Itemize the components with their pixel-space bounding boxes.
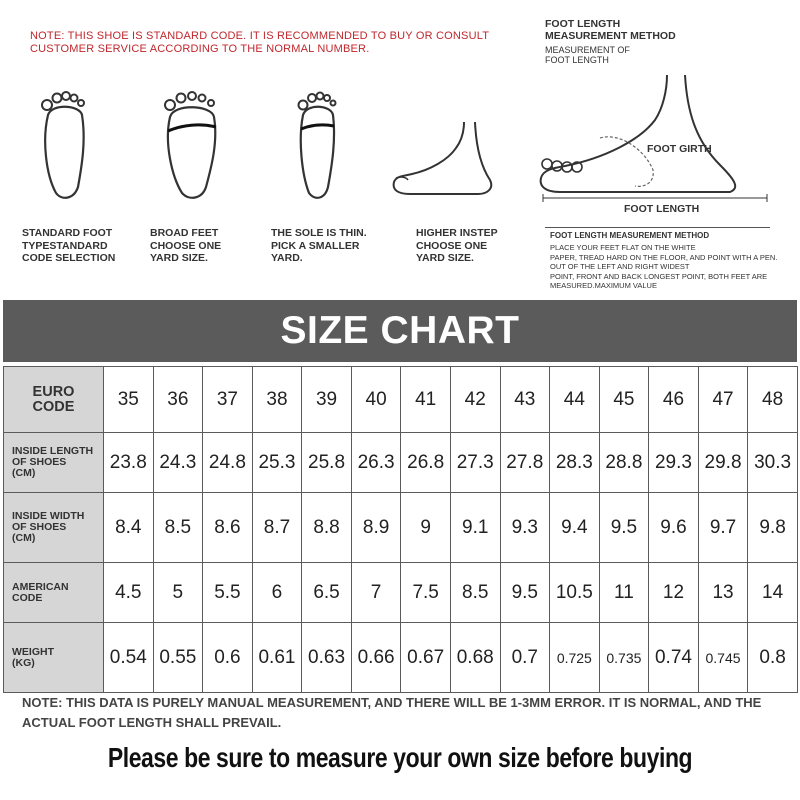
american-code-row — [4, 563, 798, 623]
inside-length-cell: 28.8 — [599, 433, 649, 493]
foot-measurement-icon — [535, 70, 780, 210]
weight-cell: 0.68 — [450, 623, 500, 693]
inside-width-cell: 8.8 — [302, 493, 352, 563]
weight-cell: 0.725 — [550, 623, 600, 693]
method2-instructions: PLACE YOUR FEET FLAT ON THE WHITE PAPER, TREAD HARD ON THE FLOOR, AND POINT WITH A PEN. OUT OF THE LEFT AND RIGHT WIDEST POINT, FRONT AND BACK LONGEST POINT, BOTH FEET ARE MEASURED.MAXIMUM VALUE — [550, 243, 778, 290]
inside-width-cell: 9.6 — [649, 493, 699, 563]
thin-sole-caption: THE SOLE IS THIN. PICK A SMALLER YARD. — [271, 227, 367, 264]
top-note: NOTE: THIS SHOE IS STANDARD CODE. IT IS RECOMMENDED TO BUY OR CONSULT CUSTOMER SERVICE ACCORDING TO THE NORMAL NUMBER. — [30, 30, 489, 55]
weight-cell: 0.745 — [698, 623, 748, 693]
inside-width-cell: 9.7 — [698, 493, 748, 563]
weight-cell: 0.74 — [649, 623, 699, 693]
inside-width-cell: 9 — [401, 493, 451, 563]
american-code-cell: 13 — [698, 563, 748, 623]
weight-cell: 0.61 — [252, 623, 302, 693]
inside-length-cell: 23.8 — [104, 433, 154, 493]
euro-code-row — [4, 367, 798, 433]
inside-width-cell: 8.9 — [351, 493, 401, 563]
inside-width-cell: 9.8 — [748, 493, 798, 563]
foot-length-label: FOOT LENGTH — [624, 203, 700, 215]
inside-width-cell: 8.7 — [252, 493, 302, 563]
standard-foot-icon — [38, 85, 88, 200]
weight-cell: 0.66 — [351, 623, 401, 693]
euro-code-cell: 44 — [550, 367, 600, 433]
weight-cell: 0.735 — [599, 623, 649, 693]
inside-width-label: INSIDE WIDTH OF SHOES (CM) — [4, 493, 104, 563]
inside-width-cell: 9.4 — [550, 493, 600, 563]
inside-width-row — [4, 493, 798, 563]
euro-code-cell: 43 — [500, 367, 550, 433]
euro-code-cell: 39 — [302, 367, 352, 433]
euro-code-cell: 41 — [401, 367, 451, 433]
american-code-cell: 9.5 — [500, 563, 550, 623]
euro-code-label: EURO CODE — [4, 367, 104, 433]
weight-cell: 0.55 — [153, 623, 203, 693]
euro-code-cell: 37 — [203, 367, 253, 433]
american-code-cell: 6.5 — [302, 563, 352, 623]
inside-length-cell: 27.3 — [450, 433, 500, 493]
weight-row — [4, 623, 798, 693]
measure-reminder: Please be sure to measure your own size before buying — [107, 742, 693, 773]
size-table — [3, 366, 798, 693]
method2-title: FOOT LENGTH MEASUREMENT METHOD — [550, 231, 710, 240]
american-code-cell: 4.5 — [104, 563, 154, 623]
inside-width-cell: 9.3 — [500, 493, 550, 563]
inside-width-cell: 9.5 — [599, 493, 649, 563]
inside-length-row — [4, 433, 798, 493]
euro-code-cell: 42 — [450, 367, 500, 433]
weight-cell: 0.54 — [104, 623, 154, 693]
inside-length-cell: 26.8 — [401, 433, 451, 493]
euro-code-cell: 45 — [599, 367, 649, 433]
weight-cell: 0.8 — [748, 623, 798, 693]
inside-length-cell: 29.3 — [649, 433, 699, 493]
method-subtitle: MEASUREMENT OF FOOT LENGTH — [545, 45, 630, 65]
euro-code-cell: 36 — [153, 367, 203, 433]
inside-length-cell: 25.8 — [302, 433, 352, 493]
inside-length-cell: 24.3 — [153, 433, 203, 493]
high-instep-foot-icon — [390, 120, 500, 200]
american-code-cell: 12 — [649, 563, 699, 623]
inside-length-cell: 30.3 — [748, 433, 798, 493]
inside-length-cell: 24.8 — [203, 433, 253, 493]
euro-code-cell: 35 — [104, 367, 154, 433]
inside-length-cell: 28.3 — [550, 433, 600, 493]
inside-length-label: INSIDE LENGTH OF SHOES (CM) — [4, 433, 104, 493]
bottom-note: NOTE: THIS DATA IS PURELY MANUAL MEASUREMENT, AND THERE WILL BE 1-3MM ERROR. IT IS NORMAL, AND THE ACTUAL FOOT LENGTH SHALL PREVAIL. — [22, 695, 762, 730]
weight-cell: 0.6 — [203, 623, 253, 693]
euro-code-cell: 40 — [351, 367, 401, 433]
inside-width-cell: 8.4 — [104, 493, 154, 563]
euro-code-cell: 38 — [252, 367, 302, 433]
american-code-cell: 7.5 — [401, 563, 451, 623]
inside-length-cell: 25.3 — [252, 433, 302, 493]
standard-foot-caption: STANDARD FOOT TYPESTANDARD CODE SELECTION — [22, 227, 116, 264]
american-code-cell: 8.5 — [450, 563, 500, 623]
euro-code-cell: 46 — [649, 367, 699, 433]
euro-code-cell: 48 — [748, 367, 798, 433]
american-code-cell: 11 — [599, 563, 649, 623]
weight-cell: 0.67 — [401, 623, 451, 693]
american-code-cell: 10.5 — [550, 563, 600, 623]
american-code-label: AMERICAN CODE — [4, 563, 104, 623]
american-code-cell: 5 — [153, 563, 203, 623]
method-title: FOOT LENGTH MEASUREMENT METHOD — [545, 18, 676, 42]
american-code-cell: 7 — [351, 563, 401, 623]
american-code-cell: 14 — [748, 563, 798, 623]
foot-girth-label: FOOT GIRTH — [647, 143, 712, 155]
weight-label: WEIGHT (KG) — [4, 623, 104, 693]
inside-length-cell: 26.3 — [351, 433, 401, 493]
inside-width-cell: 9.1 — [450, 493, 500, 563]
inside-width-cell: 8.6 — [203, 493, 253, 563]
inside-length-cell: 27.8 — [500, 433, 550, 493]
american-code-cell: 5.5 — [203, 563, 253, 623]
higher-instep-caption: HIGHER INSTEP CHOOSE ONE YARD SIZE. — [416, 227, 498, 264]
weight-cell: 0.63 — [302, 623, 352, 693]
american-code-cell: 6 — [252, 563, 302, 623]
size-chart-banner: SIZE CHART — [3, 300, 797, 362]
euro-code-cell: 47 — [698, 367, 748, 433]
broad-feet-caption: BROAD FEET CHOOSE ONE YARD SIZE. — [150, 227, 222, 264]
inside-width-cell: 8.5 — [153, 493, 203, 563]
thin-sole-foot-icon — [295, 85, 340, 200]
weight-cell: 0.7 — [500, 623, 550, 693]
inside-length-cell: 29.8 — [698, 433, 748, 493]
broad-foot-icon — [162, 85, 222, 200]
method-divider — [545, 227, 770, 228]
